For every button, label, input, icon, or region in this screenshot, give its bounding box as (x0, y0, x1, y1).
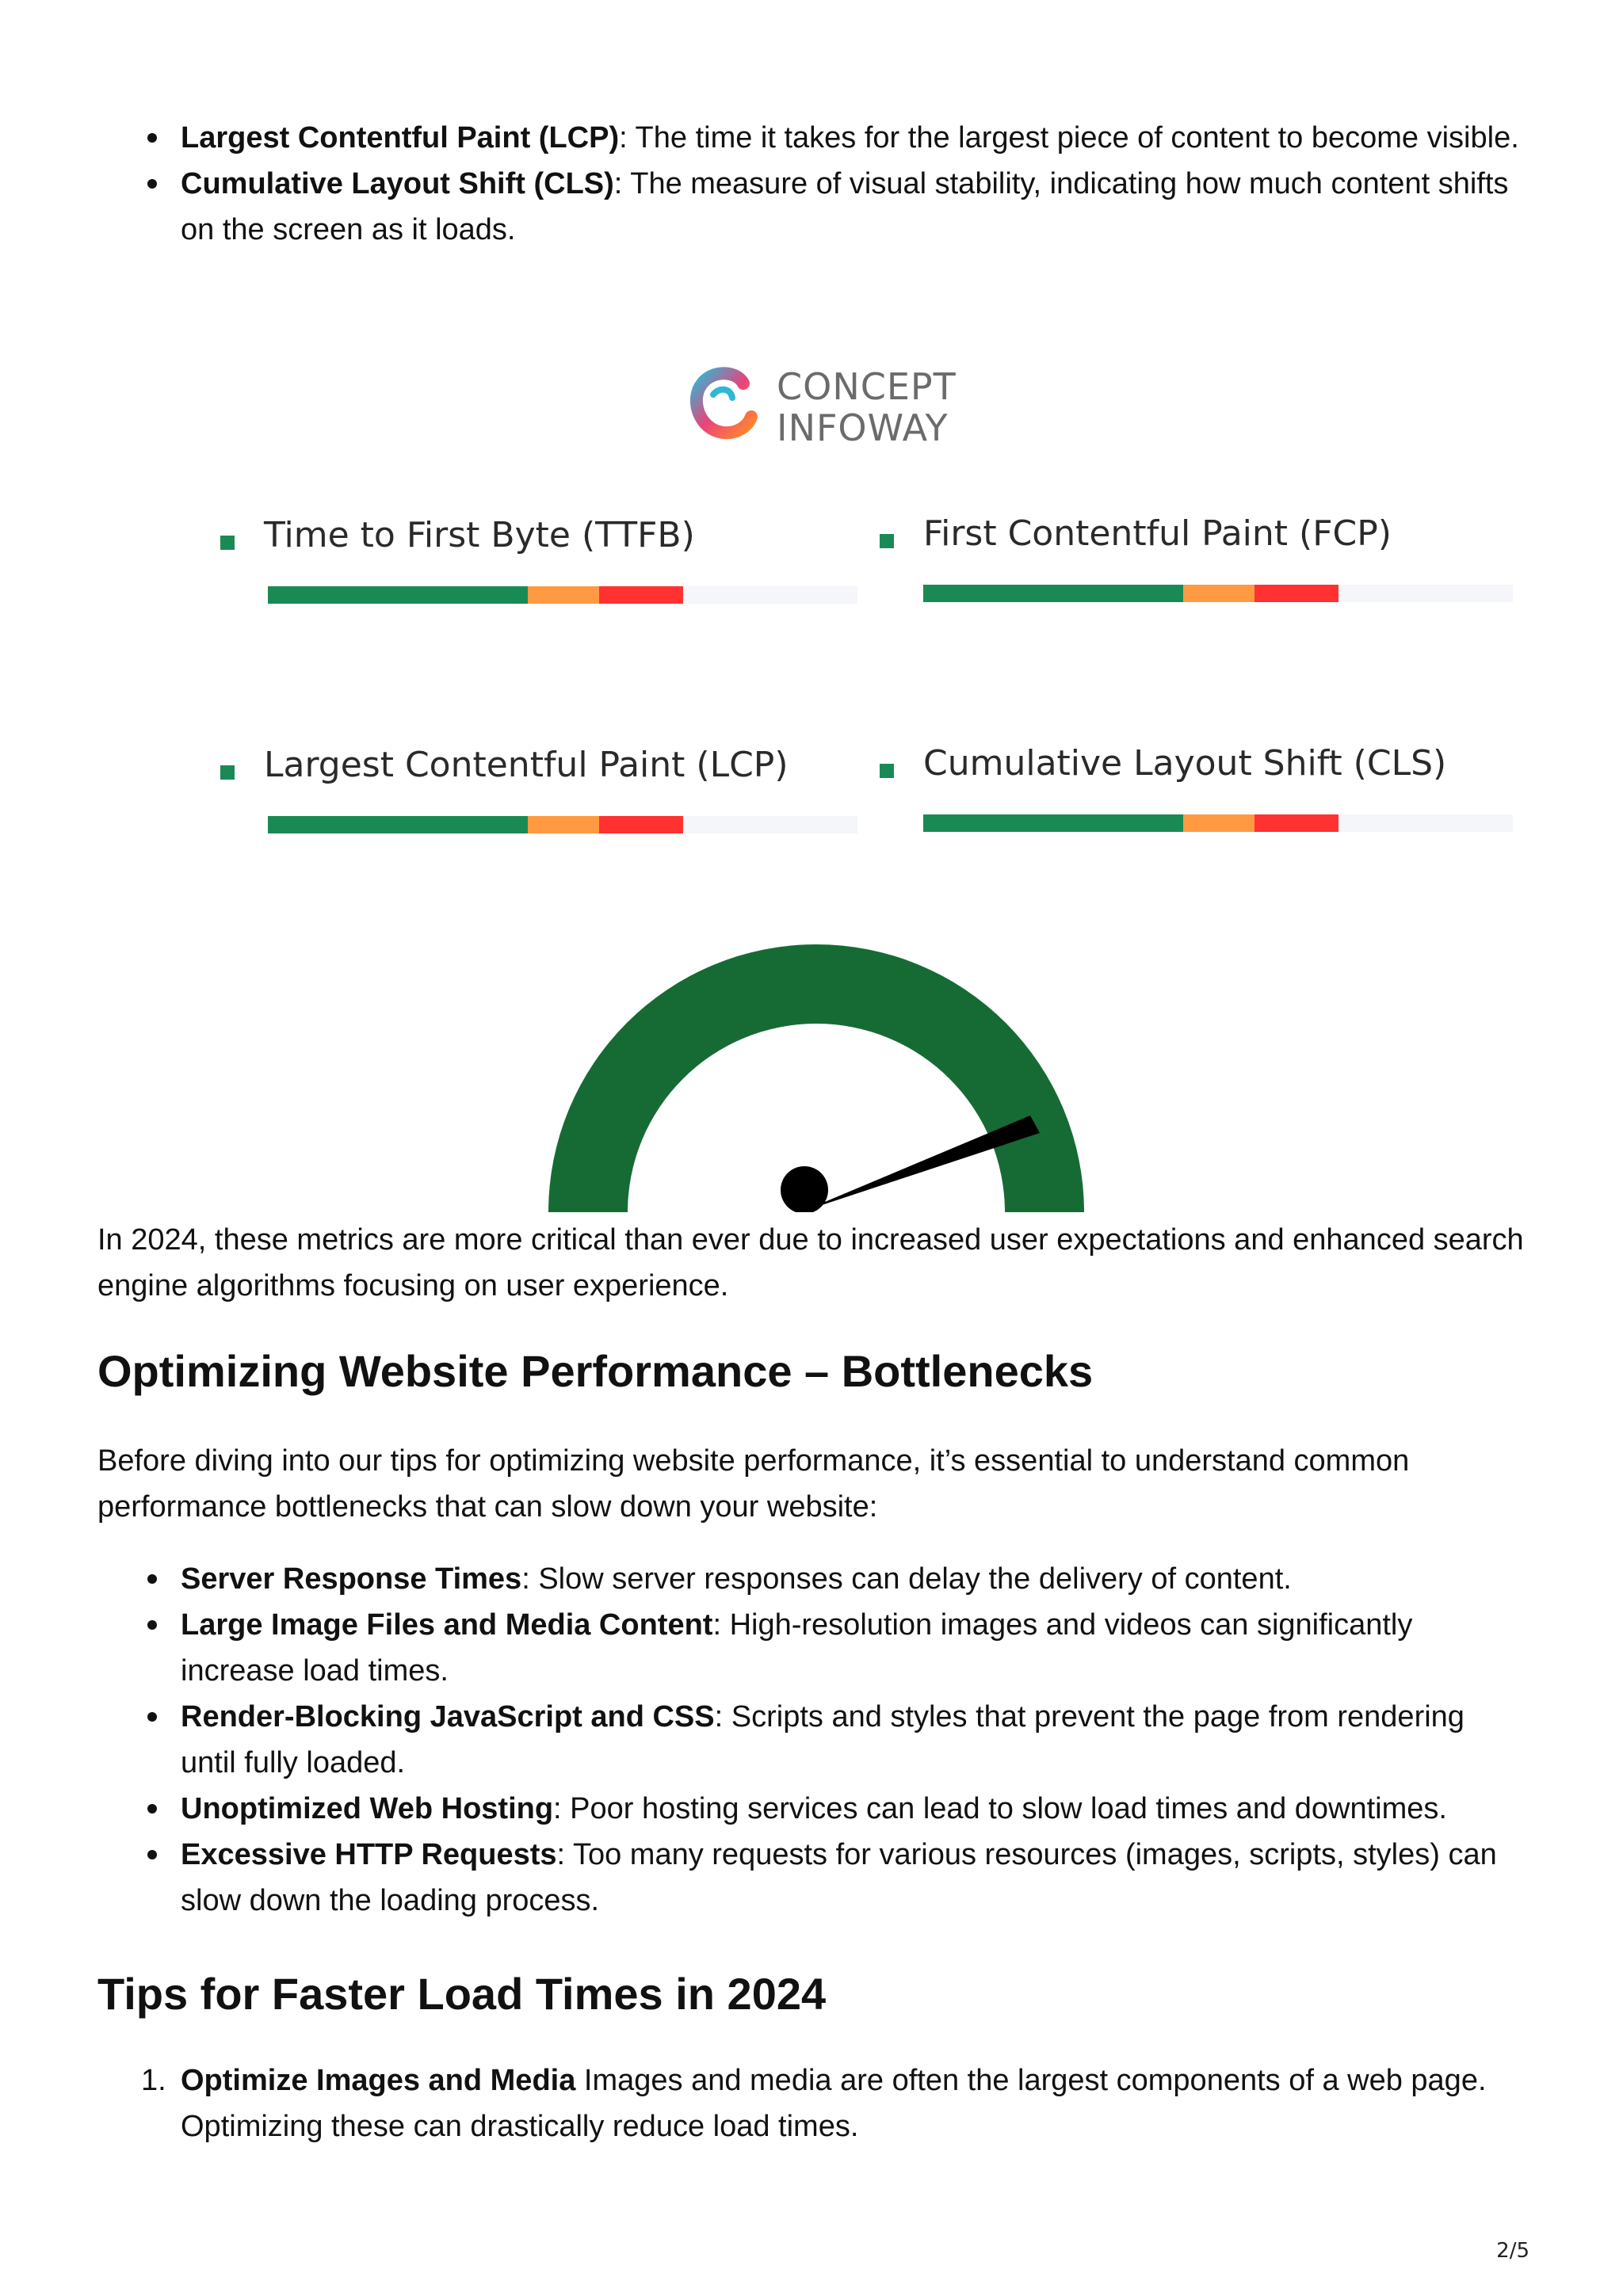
logo-line-2: INFOWAY (777, 406, 949, 449)
metric-label: Largest Contentful Paint (LCP) (264, 745, 789, 785)
list-item (0, 1602, 1528, 1694)
metric-fcp (880, 513, 1553, 608)
metric-bar (923, 814, 1513, 832)
bullet-description: : The measure of visual stability, indicating how much content shifts on the screen as it loads. (181, 167, 1509, 246)
bullet-term: Render-Blocking JavaScript and CSS (181, 1700, 715, 1733)
speedometer-gauge-icon (539, 911, 1094, 1212)
company-logo (682, 357, 967, 452)
intro-paragraph: In 2024, these metrics are more critical than ever due to increased user expectations and enhanced search engine algorithms focusing on user experience. (97, 1223, 1524, 1302)
bullet-description: : Too many requests for various resources (images, scripts, styles) can slow down the loading process. (181, 1838, 1497, 1917)
bullet-term: Unoptimized Web Hosting (181, 1792, 554, 1825)
bullet-term: Cumulative Layout Shift (CLS) (181, 167, 614, 200)
bullet-square-icon (220, 536, 235, 550)
list-number: 1. (141, 2064, 166, 2097)
bullet-term: Large Image Files and Media Content (181, 1608, 713, 1642)
bullet-term: Excessive HTTP Requests (181, 1838, 557, 1871)
list-item (0, 2058, 1528, 2149)
list-item (0, 1694, 1528, 1786)
bullet-description: : Slow server responses can delay the delivery of content. (521, 1562, 1292, 1596)
bullet-description: : The time it takes for the largest piece of content to become visible. (619, 121, 1519, 154)
web-vitals-infographic (0, 341, 1623, 1196)
tips-numbered-list (0, 2058, 1528, 2149)
logo-text (777, 366, 957, 448)
section-heading-bottlenecks: Optimizing Website Performance – Bottlenecks (97, 1346, 1094, 1396)
metric-label: Time to First Byte (TTFB) (264, 515, 695, 555)
logo-line-1: CONCEPT (777, 365, 957, 408)
metric-cls (880, 743, 1553, 838)
bullet-square-icon (880, 764, 894, 778)
logo-mark-icon (682, 357, 769, 452)
list-item (0, 1786, 1528, 1832)
metric-lcp (220, 745, 854, 840)
bullet-square-icon (880, 534, 894, 548)
list-item (0, 1832, 1528, 1924)
bullet-term: Server Response Times (181, 1562, 522, 1596)
bullet-description: : Poor hosting services can lead to slow load times and downtimes. (553, 1792, 1447, 1825)
metric-bar (268, 586, 857, 604)
bottlenecks-intro-paragraph: Before diving into our tips for optimizing website performance, it’s essential to understand common performance bottlenecks that can slow down your website: (97, 1444, 1410, 1524)
section-heading-tips: Tips for Faster Load Times in 2024 (97, 1969, 827, 2019)
metric-ttfb (220, 515, 775, 610)
item-description: Images and media are often the largest components of a web page. Optimizing these can drastically reduce load times. (181, 2064, 1487, 2143)
bullet-description: : Scripts and styles that prevent the page from rendering until fully loaded. (181, 1700, 1465, 1779)
bottlenecks-bullet-list (0, 1556, 1528, 1924)
page-number: 2/5 (1496, 2239, 1529, 2263)
item-term: Optimize Images and Media (181, 2064, 576, 2097)
bullet-square-icon (220, 765, 235, 780)
metric-label: First Contentful Paint (FCP) (923, 513, 1392, 554)
bullet-description: : High-resolution images and videos can significantly increase load times. (181, 1608, 1413, 1688)
list-item (0, 115, 1528, 161)
list-item (0, 1556, 1528, 1602)
bullet-term: Largest Contentful Paint (LCP) (181, 121, 620, 154)
metric-label: Cumulative Layout Shift (CLS) (923, 743, 1447, 784)
metric-bar (268, 816, 857, 833)
list-item (0, 161, 1528, 253)
metric-bar (923, 585, 1513, 602)
metrics-bullet-list (0, 115, 1528, 253)
